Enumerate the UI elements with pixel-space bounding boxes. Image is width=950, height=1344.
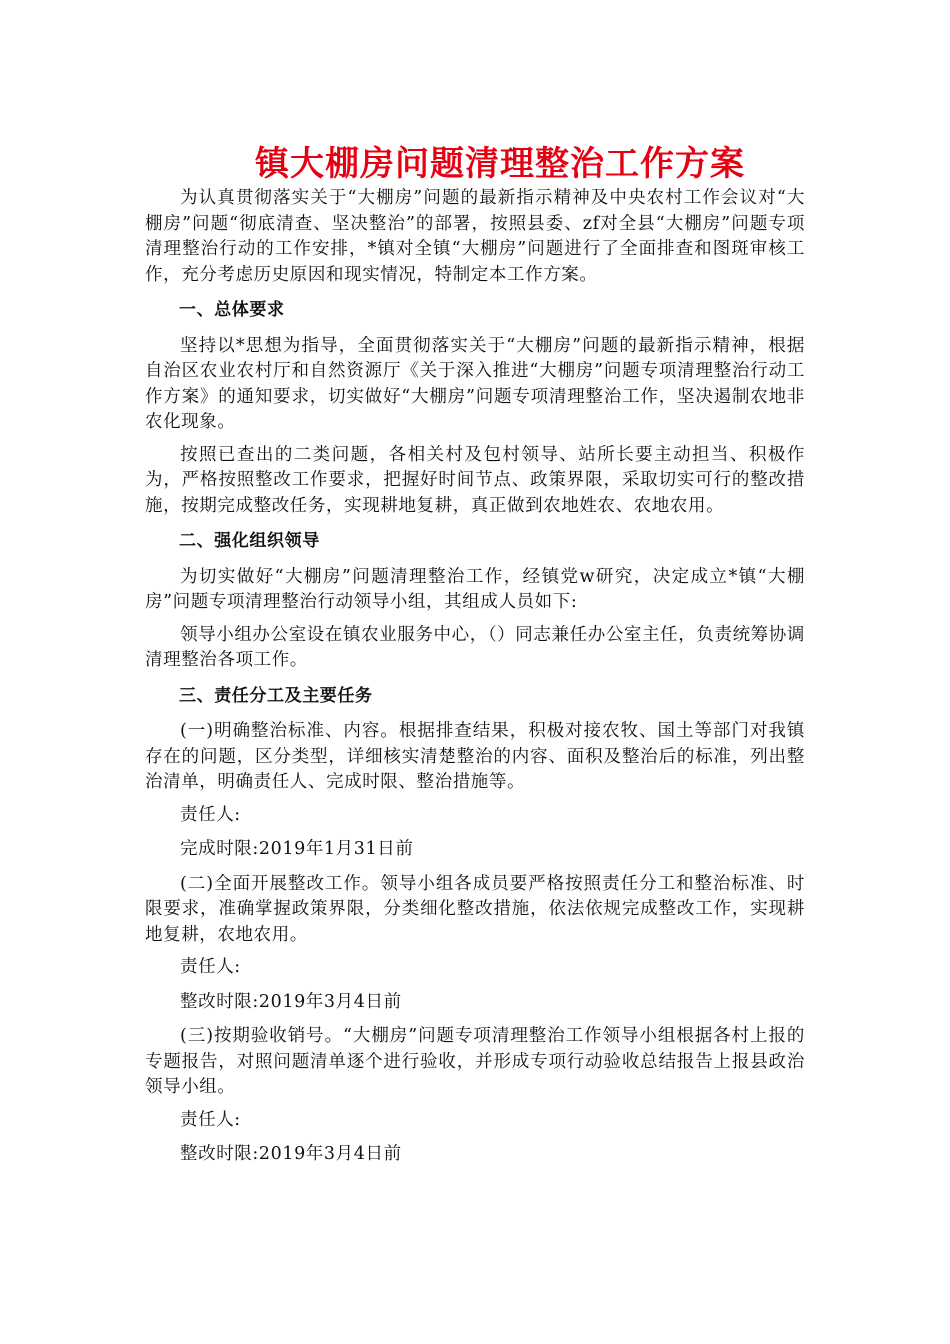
task-1-paragraph: (一)明确整治标准、内容。根据排查结果，积极对接农牧、国土等部门对我镇存在的问题，区分类型，详细核实清楚整治的内容、面积及整治后的标准，列出整治清单，明确责任人、完成时限、整治措施等。: [145, 721, 805, 792]
task-2-deadline: 整改时限:2019年3月4日前: [180, 991, 402, 1012]
task-2-paragraph: (二)全面开展整改工作。领导小组各成员要严格按照责任分工和整治标准、时限要求，准确掌握政策界限，分类细化整改措施，依法依规完成整改工作，实现耕地复耕，农地农用。: [145, 873, 805, 945]
section-heading-responsibilities: 三、责任分工及主要任务: [179, 685, 373, 706]
task-2-owner: 责任人:: [180, 957, 241, 977]
section-heading-general-requirements: 一、总体要求: [179, 300, 285, 320]
document-body: [145, 186, 805, 1177]
task-1-deadline: 完成时限:2019年1月31日前: [180, 839, 414, 859]
task-1-owner: 责任人:: [180, 804, 241, 825]
general-requirements-paragraph-1: 坚持以*思想为指导，全面贯彻落实关于“大棚房”问题的最新指示精神，根据自治区农业农村厅和自然资源厅《关于深入推进“大棚房”问题专项清理整治行动工作方案》的通知要求，切实做好“大棚房”问题专项清理整治工作，坚决遏制农地非农化现象。: [145, 335, 805, 432]
task-3-paragraph: (三)按期验收销号。“大棚房”问题专项清理整治工作领导小组根据各村上报的专题报告，对照问题清单逐个进行验收，并形成专项行动验收总结报告上报县政治领导小组。: [145, 1026, 805, 1097]
organization-paragraph-2: 领导小组办公室设在镇农业服务中心，（）同志兼任办公室主任，负责统筹协调清理整治各项工作。: [145, 624, 805, 670]
section-heading-organization: 二、强化组织领导: [179, 531, 320, 551]
task-3-deadline: 整改时限:2019年3月4日前: [180, 1144, 402, 1164]
organization-paragraph-1: 为切实做好“大棚房”问题清理整治工作，经镇党w研究，决定成立*镇“大棚房”问题专项清理整治行动领导小组，其组成人员如下:: [145, 566, 805, 612]
intro-paragraph: 为认真贯彻落实关于“大棚房”问题的最新指示精神及中央农村工作会议对“大棚房”问题“彻底清查、坚决整治”的部署，按照县委、zf对全县“大棚房”问题专项清理整治行动的工作安排，*镇对全镇“大棚房”问题进行了全面排查和图斑审核工作，充分考虑历史原因和现实情况，特制定本工作方案。: [145, 188, 805, 285]
task-3-owner: 责任人:: [180, 1109, 241, 1130]
document-title: 镇大棚房问题清理整治工作方案: [255, 144, 745, 184]
general-requirements-paragraph-2: 按照已查出的二类问题，各相关村及包村领导、站所长要主动担当、积极作为，严格按照整改工作要求，把握好时间节点、政策界限，采取切实可行的整改措施，按期完成整改任务，实现耕地复耕，真正做到农地姓农、农地农用。: [145, 444, 805, 516]
